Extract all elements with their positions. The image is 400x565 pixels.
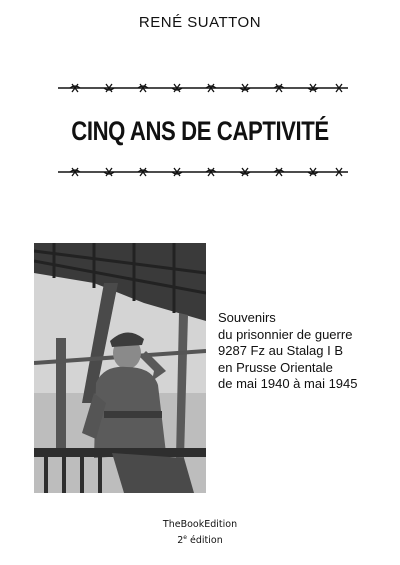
caption-line: de mai 1940 à mai 1945 [218, 376, 358, 391]
caption-line: Souvenirs [218, 310, 276, 325]
publisher-name: TheBookEdition [162, 519, 238, 530]
edition-suffix: e [183, 534, 187, 541]
author-name: RENÉ SUATTON [138, 14, 262, 31]
caption-line: en Prusse Orientale [218, 359, 333, 375]
barbed-wire-icon [58, 166, 348, 178]
book-title: CINQ ANS DE CAPTIVITÉ [71, 116, 329, 146]
caption-line: 9287 Fz au Stalag I B [218, 343, 344, 358]
caption-line: du prisonnier de guerre [218, 326, 353, 342]
caption-block [218, 310, 398, 393]
edition-word: édition [187, 535, 223, 547]
edition-label [0, 531, 400, 547]
soldier-photo [34, 243, 206, 493]
barbed-wire-icon [58, 82, 348, 94]
edition-number: 2 [177, 535, 184, 547]
publisher-block [0, 518, 400, 547]
